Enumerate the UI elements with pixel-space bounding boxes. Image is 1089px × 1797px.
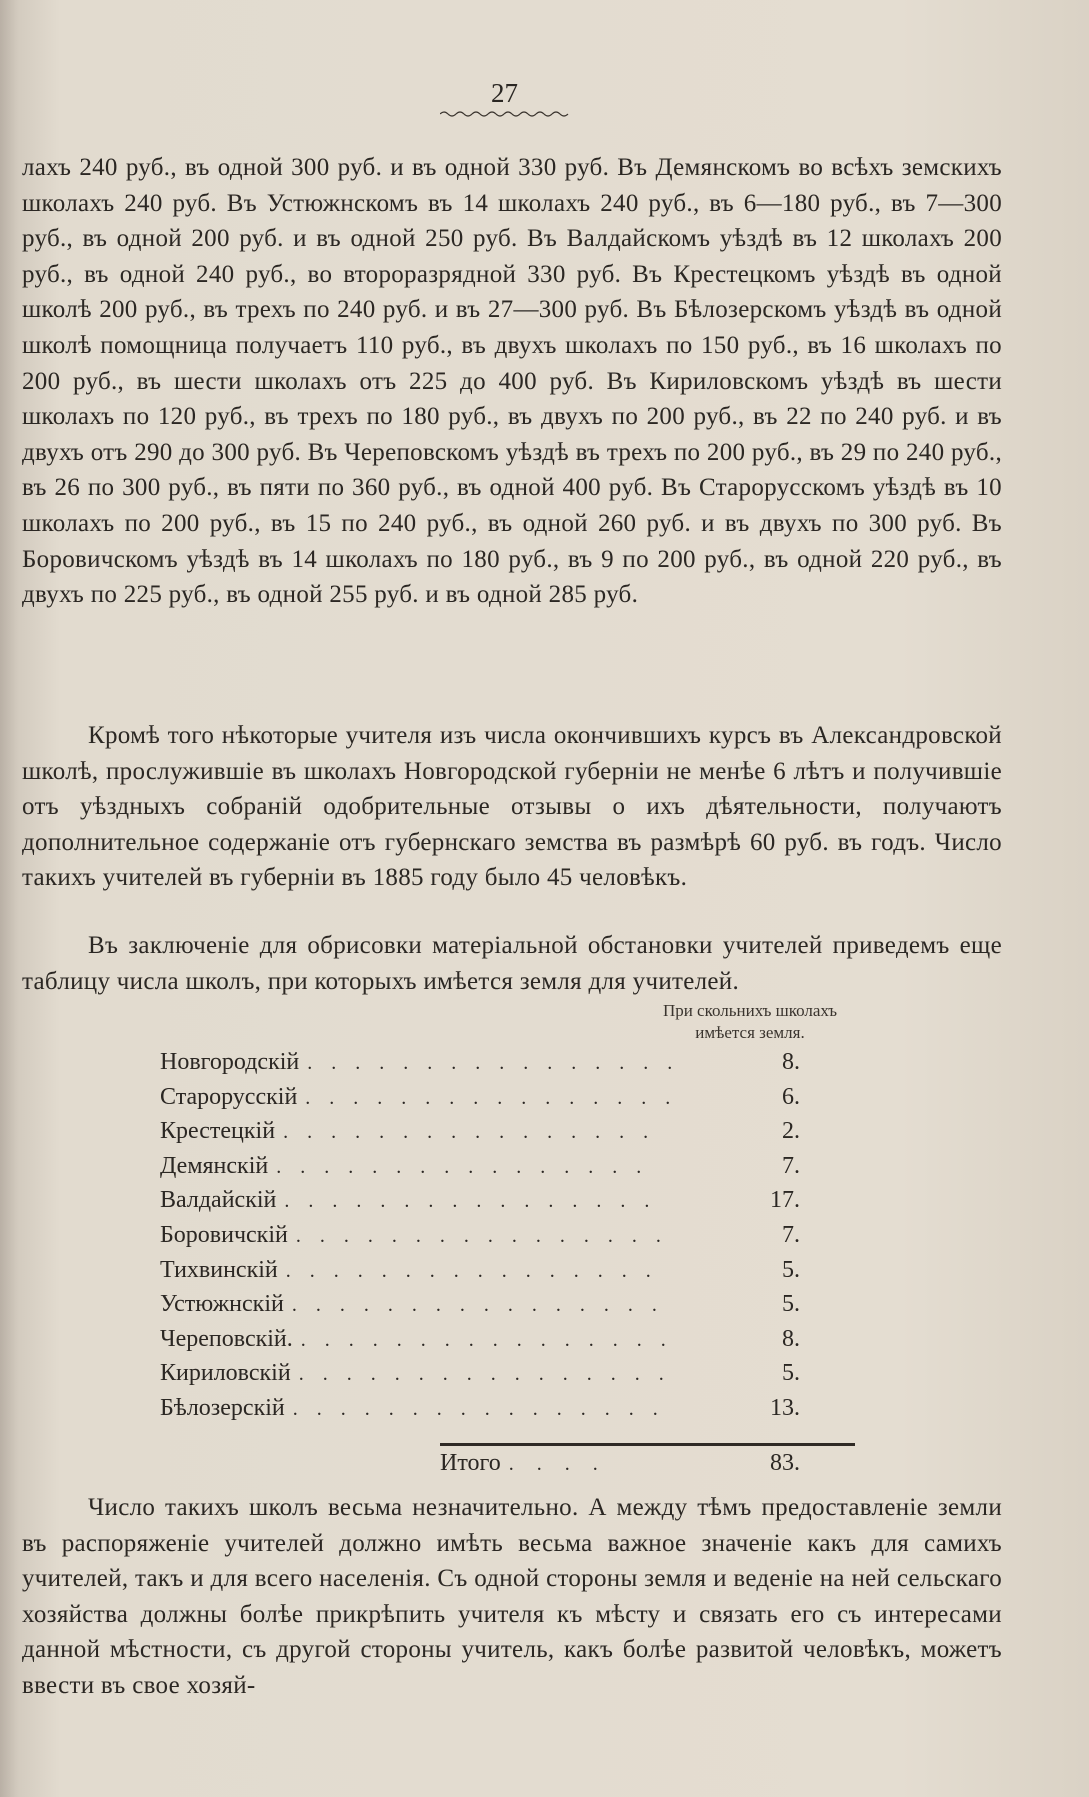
paragraph-additional-pay [22,718,1002,896]
total-label: Итого [440,1450,501,1476]
total-rule [440,1443,855,1446]
paragraph-salaries-text: лахъ 240 руб., въ одной 300 руб. и въ одной 330 руб. Въ Демянскомъ во всѣхъ земскихъ школахъ 240 руб. Въ Устюжнскомъ въ 14 школахъ 240 руб., въ 6—180 руб., въ 7—300 руб., въ одной 200 руб. и въ одной 250 руб. Въ Валдайскомъ уѣздѣ въ 12 школахъ 200 руб., въ одной 240 руб., во второразрядной 330 руб. Въ Крестецкомъ уѣздѣ въ одной школѣ 200 руб., въ трехъ по 240 руб. и въ 27—300 руб. Въ Бѣлозерскомъ уѣздѣ въ одной школѣ помощница получаетъ 110 руб., въ двухъ школахъ по 150 руб., въ 16 школахъ по 200 руб., въ шести школахъ отъ 225 до 400 руб. Въ Кириловскомъ уѣздѣ въ шести школахъ по 120 руб., въ трехъ по 180 руб., въ двухъ по 200 руб., въ 22 по 240 руб. и въ двухъ отъ 290 до 300 руб. Въ Череповскомъ уѣздѣ въ трехъ по 200 руб., въ 29 по 240 руб., въ 26 по 300 руб., въ пяти по 360 руб., въ одной 400 руб. Въ Старорусскомъ уѣздѣ въ 10 школахъ по 200 руб., въ 15 по 240 руб., въ одной 260 руб. и въ двухъ по 300 руб. Въ Боровичскомъ уѣздѣ въ 14 школахъ по 180 руб., въ 9 по 200 руб., въ одной 220 руб., въ двухъ по 225 руб., въ одной 255 руб. и въ одной 285 руб. [22,154,1002,609]
school-count: 7. [782,1152,800,1179]
ornament-divider [440,110,570,118]
school-count: 13. [770,1394,800,1421]
table-row [160,1187,800,1222]
table-row [160,1153,800,1188]
paragraph-table-intro [22,928,1002,999]
leader-dots: . . . . . . . . . . . . . . . . [295,1224,668,1247]
table-row [160,1049,800,1084]
table-row [160,1395,800,1430]
district-name: Боровичскій [160,1221,288,1248]
school-count: 2. [782,1118,800,1145]
leader-dots: . . . . . . . . . . . . . . . . [298,1363,671,1386]
paragraph-salaries [22,150,1002,613]
leader-dots: . . . . . . . . . . . . . . . . [305,1086,678,1109]
paragraph-table-intro-text: Въ заключеніе для обрисовки матеріальной обстановки учителей приведемъ еще таблицу числа школъ, при которыхъ имѣется земля для учителей. [22,932,1002,995]
district-name: Демянскій [160,1152,269,1179]
table-row [160,1222,800,1257]
leader-dots: . . . . . . . . . . . . . . . . [300,1328,673,1351]
paragraph-land-importance [22,1490,1002,1704]
district-name: Крестецкій [160,1118,276,1145]
school-count: 5. [782,1291,800,1318]
total-row [440,1450,800,1477]
table-row [160,1084,800,1119]
total-leader-dots: . . . . [508,1453,607,1475]
total-value: 83. [770,1450,800,1476]
school-count: 17. [770,1187,800,1214]
district-name: Бѣлозерскій [160,1394,285,1421]
district-name: Тихвинскій [160,1256,278,1283]
school-count: 8. [782,1049,800,1075]
table-row [160,1118,800,1153]
school-count: 6. [782,1083,800,1110]
leader-dots: . . . . . . . . . . . . . . . . [284,1190,657,1213]
table-row [160,1257,800,1292]
table-row [160,1291,800,1326]
school-count: 5. [782,1360,800,1387]
paragraph-additional-pay-text: Кромѣ того нѣкоторые учителя изъ числа окончившихъ курсъ въ Александровской школѣ, прослужившіе въ школахъ Новгородской губерніи не менѣе 6 лѣтъ и получившіе отъ уѣздныхъ собраній одобрительные отзывы о ихъ дѣятельности, получаютъ дополнительное содержаніе отъ губернскаго земства въ размѣрѣ 60 руб. въ годъ. Число такихъ учителей въ губерніи въ 1885 году было 45 человѣкъ. [22,722,1002,892]
table-row [160,1326,800,1361]
table-row [160,1360,800,1395]
school-count: 7. [782,1221,800,1248]
leader-dots: . . . . . . . . . . . . . . . . [285,1259,658,1282]
district-name: Валдайскій [160,1187,277,1214]
district-name: Новгородскій [160,1049,300,1075]
school-count: 5. [782,1256,800,1283]
school-count: 8. [782,1325,800,1352]
leader-dots: . . . . . . . . . . . . . . . . [276,1155,649,1178]
table-header-line-1: При скольнихъ школахъ [662,1001,838,1020]
district-name: Устюжнскій [160,1291,284,1318]
table-header-line-2: имѣется земля. [695,1023,805,1042]
paragraph-land-importance-text: Число такихъ школъ весьма незначительно. А между тѣмъ предоставленіе земли въ распоряженіе учителей должно имѣть весьма важное значеніе какъ для самихъ учителей, такъ и для всего населенія. Съ одной стороны земля и веденіе на ней сельскаго хозяйства должны болѣе прикрѣпить учителя къ мѣсту и связать его съ интересами данной мѣстности, съ другой стороны учитель, какъ болѣе развитой человѣкъ, можетъ ввести въ свое хозяй- [22,1494,1002,1699]
leader-dots: . . . . . . . . . . . . . . . . [292,1397,665,1420]
district-name: Череповскій. [160,1325,293,1352]
district-name: Кириловскій [160,1360,291,1387]
district-name: Старорусскій [160,1083,298,1110]
leader-dots: . . . . . . . . . . . . . . . . [307,1052,680,1074]
leader-dots: . . . . . . . . . . . . . . . . [291,1294,664,1317]
district-table [160,1049,800,1430]
page-number: 27 [491,78,518,108]
leader-dots: . . . . . . . . . . . . . . . . [283,1121,656,1144]
table-column-header [620,1000,880,1044]
